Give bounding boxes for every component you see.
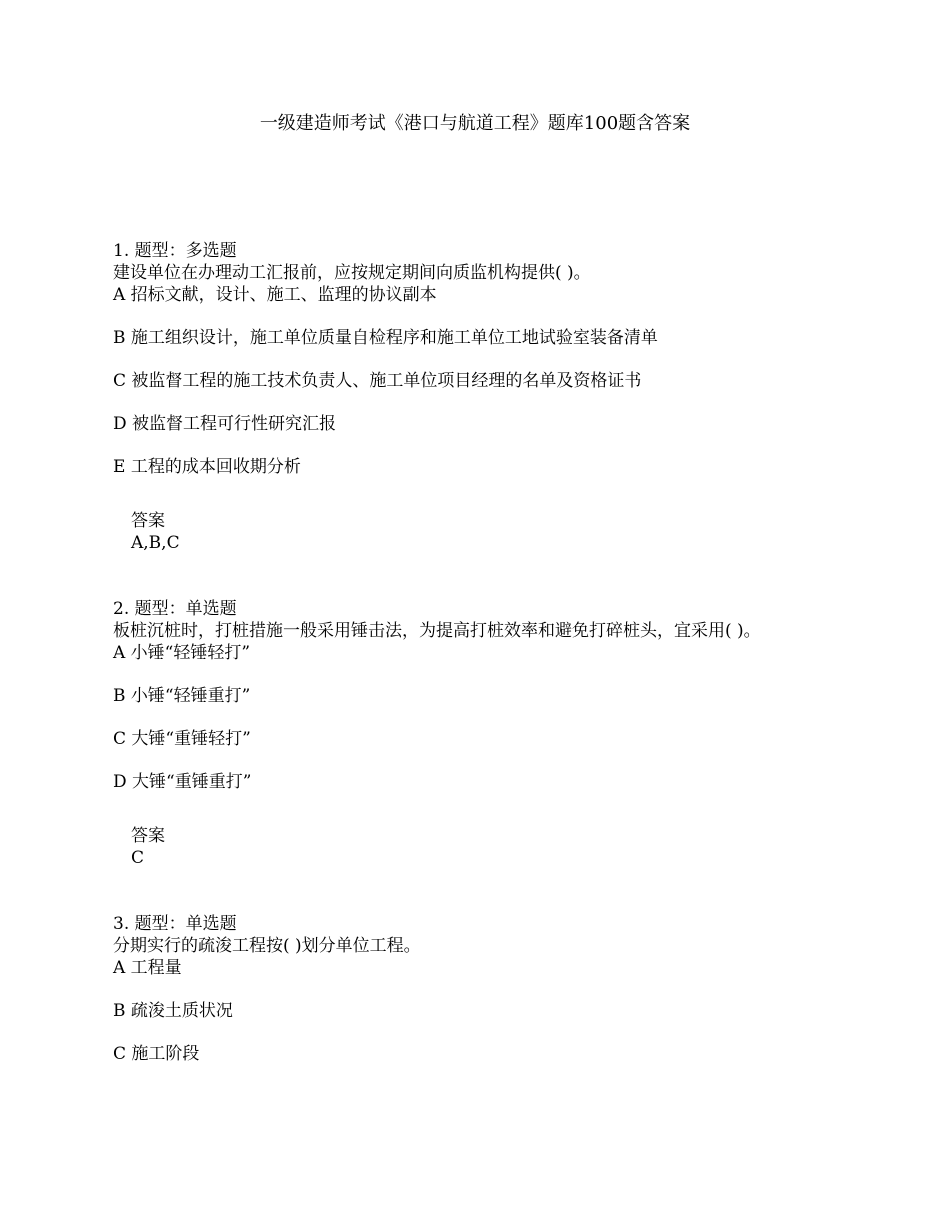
option-c: C 施工阶段	[113, 1044, 200, 1064]
answer-label: 答案	[131, 826, 165, 846]
question-stem: 建设单位在办理动工汇报前，应按规定期间向质监机构提供( )。	[113, 263, 591, 283]
answer-label: 答案	[131, 511, 165, 531]
option-a: A 招标文献，设计、施工、监理的协议副本	[113, 285, 437, 305]
option-list	[113, 642, 893, 793]
question-heading: 2. 题型：单选题	[113, 599, 237, 619]
question-heading: 3. 题型：单选题	[113, 914, 237, 934]
option-a: A 小锤“轻锤轻打”	[113, 643, 251, 663]
answer-value: A,B,C	[131, 533, 180, 553]
option-e: E 工程的成本回收期分析	[113, 457, 301, 477]
question-item	[113, 240, 893, 554]
question-stem: 板桩沉桩时，打桩措施一般采用锤击法，为提高打桩效率和避免打碎桩头，宜采用( )。	[113, 621, 761, 641]
question-list	[113, 240, 893, 1109]
option-d: D 大锤“重锤重打”	[113, 772, 252, 792]
option-b: B 小锤“轻锤重打”	[113, 686, 251, 706]
option-list	[113, 284, 893, 478]
option-a: A 工程量	[113, 958, 182, 978]
answer-block	[113, 510, 893, 554]
option-list	[113, 957, 893, 1065]
answer-block	[113, 825, 893, 869]
option-c: C 被监督工程的施工技术负责人、施工单位项目经理的名单及资格证书	[113, 371, 642, 391]
option-b: B 施工组织设计，施工单位质量自检程序和施工单位工地试验室装备清单	[113, 328, 658, 348]
question-item	[113, 913, 893, 1065]
question-item	[113, 598, 893, 869]
answer-value: C	[131, 848, 145, 868]
document-title: 一级建造师考试《港口与航道工程》题库100题含答案	[259, 113, 691, 134]
option-c: C 大锤“重锤轻打”	[113, 729, 251, 749]
option-d: D 被监督工程可行性研究汇报	[113, 414, 337, 434]
question-stem: 分期实行的疏浚工程按( )划分单位工程。	[113, 936, 421, 956]
option-b: B 疏浚土质状况	[113, 1001, 233, 1021]
question-heading: 1. 题型：多选题	[113, 241, 237, 261]
